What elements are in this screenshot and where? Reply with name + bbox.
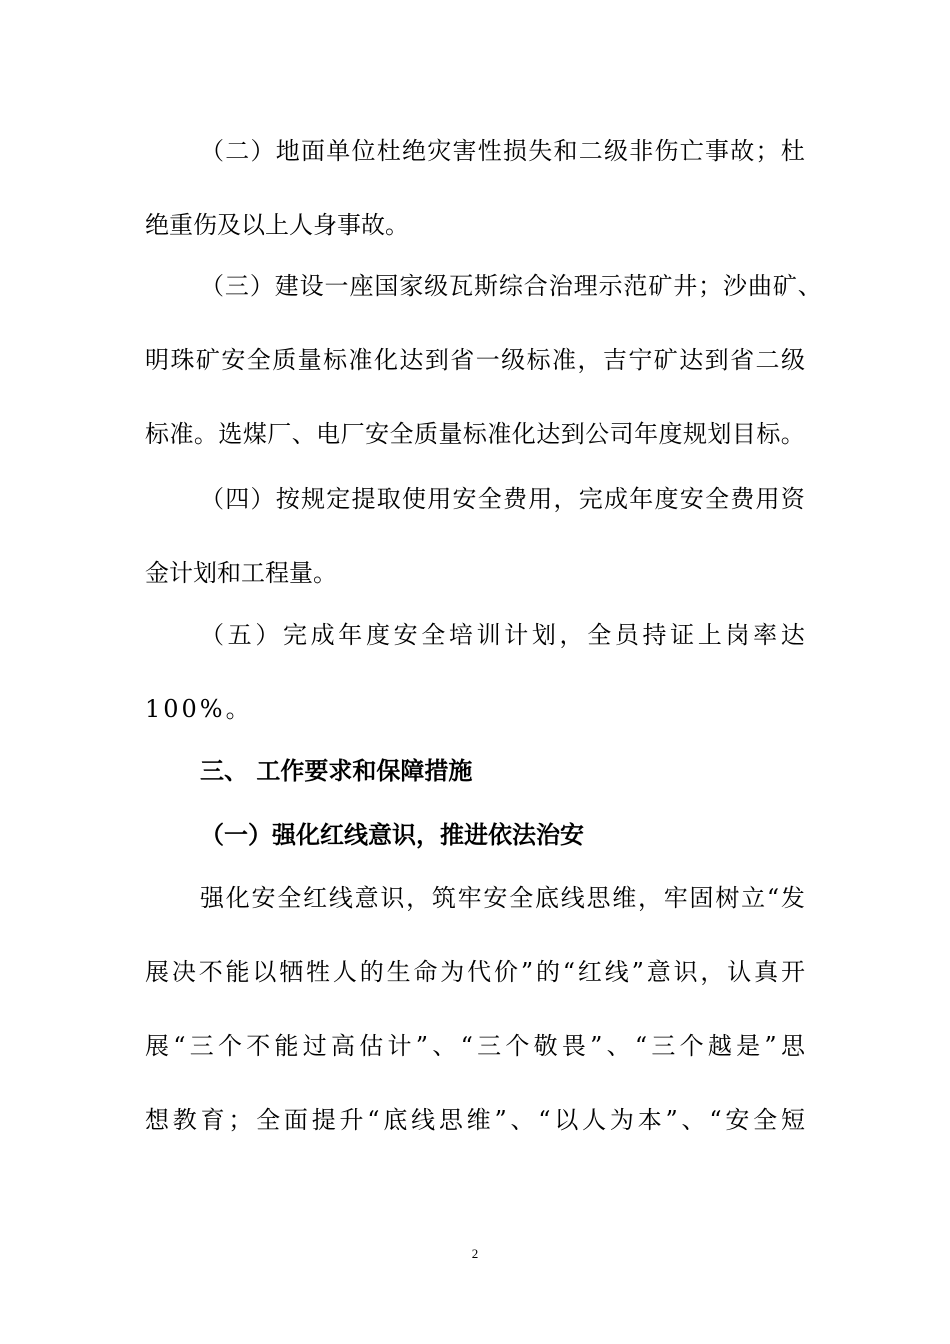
paragraph-line [0, 131, 950, 171]
text-line: 绝重伤及以上人身事故。 [145, 211, 409, 239]
paragraph-line [0, 266, 950, 306]
text-line: （ 五 ） 完 成 年 度 安 全 培 训 计 划 ， 全 员 持 证 上 岗 率 达 [200, 621, 805, 649]
paragraph-line [0, 615, 950, 655]
paragraph-line [0, 878, 950, 918]
text-line: 想 教 育 ； 全 面 提 升 “ 底 线 思 维 ” 、 “ 以 人 为 本 ” 、 “ 安 全 短 [145, 1106, 805, 1134]
subsection-heading [0, 815, 950, 855]
text-line: （ 四 ） 按 规 定 提 取 使 用 安 全 费 用 ， 完 成 年 度 安 全 费 用 资 [200, 485, 805, 513]
text-line: 金计划和工程量。 [145, 559, 337, 587]
text-line: 标 准 。 选 煤 厂 、 电 厂 安 全 质 量 标 准 化 达 到 公 司 年 度 规 划 目 标 。 [145, 420, 805, 448]
paragraph-line [0, 340, 950, 380]
paragraph-line [0, 553, 950, 593]
paragraph-line [0, 689, 950, 729]
text-line: 明 珠 矿 安 全 质 量 标 准 化 达 到 省 一 级 标 准 ， 吉 宁 矿 达 到 省 二 级 [145, 346, 805, 374]
text-line: 展 “ 三 个 不 能 过 高 估 计 ” 、 “ 三 个 敬 畏 ” 、 “ 三 个 越 是 ” 思 [145, 1032, 805, 1060]
paragraph-line [0, 1026, 950, 1066]
text-line: （ 三 ） 建 设 一 座 国 家 级 瓦 斯 综 合 治 理 示 范 矿 井 ； 沙 曲 矿 、 [200, 272, 822, 300]
heading-text: （一）强化红线意识，推进依法治安 [200, 820, 584, 849]
paragraph-line [0, 1100, 950, 1140]
page-number: 2 [471, 1246, 479, 1261]
section-heading [0, 751, 950, 791]
paragraph-line [0, 205, 950, 245]
heading-text: 三、 工作要求和保障措施 [200, 756, 473, 785]
paragraph-line [0, 952, 950, 992]
paragraph-line [0, 414, 950, 454]
text-line: 强 化 安 全 红 线 意 识 ， 筑 牢 安 全 底 线 思 维 ， 牢 固 树 立 “ 发 [200, 884, 805, 912]
text-line: 展 决 不 能 以 牺 牲 人 的 生 命 为 代 价 ” 的 “ 红 线 ” 意 识 ， 认 真 开 [145, 958, 805, 986]
text-line: 100%。 [145, 695, 253, 723]
paragraph-line [0, 479, 950, 519]
text-line: （ 二 ） 地 面 单 位 杜 绝 灾 害 性 损 失 和 二 级 非 伤 亡 事 故 ； 杜 [200, 137, 805, 165]
